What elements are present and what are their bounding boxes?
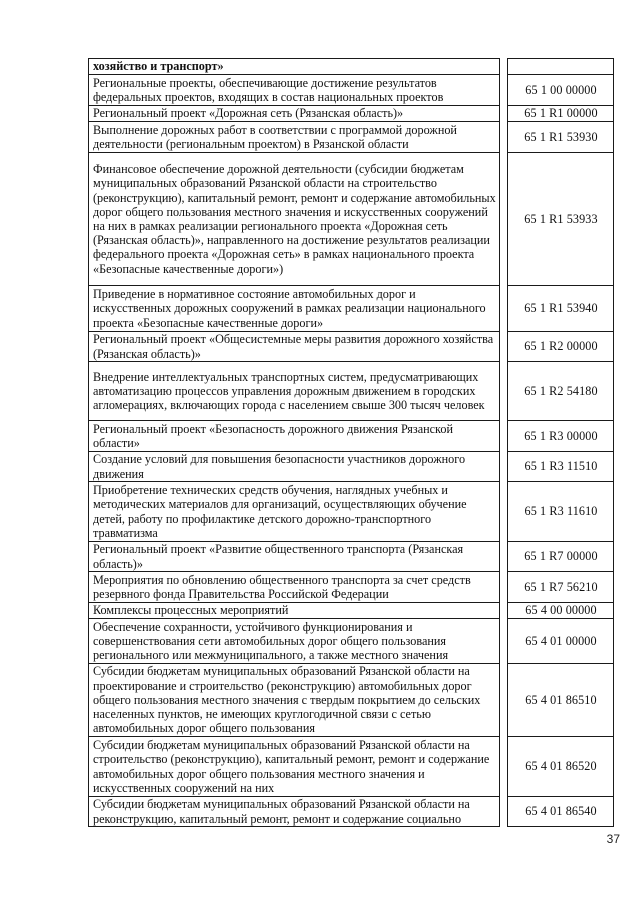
table-row [89, 153, 614, 286]
column-gap [500, 122, 508, 153]
table-row [89, 286, 614, 332]
column-gap [500, 332, 508, 362]
table-row [89, 122, 614, 153]
row-code: 65 1 R1 53930 [508, 122, 614, 153]
column-gap [500, 421, 508, 452]
column-gap [500, 452, 508, 482]
row-code: 65 1 R3 00000 [508, 421, 614, 452]
row-description: Мероприятия по обновлению общественного транспорта за счет средств резервного фонда Правительства Российской Федерации [89, 572, 500, 603]
column-gap [500, 106, 508, 122]
column-gap [500, 153, 508, 286]
column-gap [500, 603, 508, 619]
row-code: 65 1 R7 00000 [508, 542, 614, 572]
heading-text: хозяйство и транспорт» [89, 59, 500, 75]
row-description: Региональные проекты, обеспечивающие достижение результатов федеральных проектов, входящих в состав национальных проектов [89, 75, 500, 106]
row-code: 65 4 01 86520 [508, 737, 614, 797]
row-description: Региональный проект «Общесистемные меры развития дорожного хозяйства (Рязанская область)» [89, 332, 500, 362]
row-description: Создание условий для повышения безопасности участников дорожного движения [89, 452, 500, 482]
row-code: 65 1 R7 56210 [508, 572, 614, 603]
table-row [89, 75, 614, 106]
table-row [89, 797, 614, 827]
table-row [89, 421, 614, 452]
row-code: 65 1 R1 53933 [508, 153, 614, 286]
column-gap [500, 664, 508, 737]
table-body [89, 59, 614, 827]
row-code: 65 4 01 00000 [508, 619, 614, 664]
table-row [89, 542, 614, 572]
row-code: 65 1 R1 00000 [508, 106, 614, 122]
table-row [89, 452, 614, 482]
budget-classification-table [88, 58, 614, 827]
table-row [89, 332, 614, 362]
column-gap [500, 59, 508, 75]
column-gap [500, 737, 508, 797]
table-row [89, 603, 614, 619]
column-gap [500, 542, 508, 572]
column-gap [500, 797, 508, 827]
row-code: 65 4 00 00000 [508, 603, 614, 619]
row-code: 65 1 R3 11510 [508, 452, 614, 482]
row-description: Внедрение интеллектуальных транспортных систем, предусматривающих автоматизацию процессов управления дорожным движением в городских агломерациях, включающих города с населением свыше 300 тысяч человек [89, 362, 500, 421]
row-description: Региональный проект «Дорожная сеть (Рязанская область)» [89, 106, 500, 122]
row-description: Приведение в нормативное состояние автомобильных дорог и искусственных дорожных сооружений в рамках реализации национального проекта «Безопасные качественные дороги» [89, 286, 500, 332]
row-description: Обеспечение сохранности, устойчивого функционирования и совершенствования сети автомобильных дорог общего пользования регионального или межмуниципального, а также местного значения [89, 619, 500, 664]
column-gap [500, 619, 508, 664]
table-row [89, 106, 614, 122]
row-code: 65 1 R1 53940 [508, 286, 614, 332]
row-description: Приобретение технических средств обучения, наглядных учебных и методических материалов для организаций, осуществляющих обучение детей, работу по профилактике детского дорожно-транспортного травматизма [89, 482, 500, 542]
row-code: 65 1 R2 54180 [508, 362, 614, 421]
table-row [89, 737, 614, 797]
table-heading-row [89, 59, 614, 75]
row-code: 65 4 01 86510 [508, 664, 614, 737]
row-description: Региональный проект «Развитие общественного транспорта (Рязанская область)» [89, 542, 500, 572]
row-description: Региональный проект «Безопасность дорожного движения Рязанской области» [89, 421, 500, 452]
table-row [89, 619, 614, 664]
row-code: 65 1 00 00000 [508, 75, 614, 106]
row-description: Субсидии бюджетам муниципальных образований Рязанской области на реконструкцию, капитальный ремонт, ремонт и содержание социально [89, 797, 500, 827]
column-gap [500, 362, 508, 421]
table-row [89, 664, 614, 737]
row-code: 65 4 01 86540 [508, 797, 614, 827]
column-gap [500, 286, 508, 332]
table-row [89, 482, 614, 542]
row-description: Субсидии бюджетам муниципальных образований Рязанской области на строительство (реконструкцию), капитальный ремонт, ремонт и содержание автомобильных дорог общего пользования местного значения и искусственных сооружений на них [89, 737, 500, 797]
table-row [89, 362, 614, 421]
column-gap [500, 572, 508, 603]
table-row [89, 572, 614, 603]
row-description: Выполнение дорожных работ в соответствии с программой дорожной деятельности (региональным проектом) в Рязанской области [89, 122, 500, 153]
row-description: Финансовое обеспечение дорожной деятельности (субсидии бюджетам муниципальных образований Рязанской области на строительство (реконструкцию), капитальный ремонт, ремонт и содержание автомобильных дорог общего пользования местного значения и искусственных сооружений на них в рамках реализации регионального проекта «Дорожная сеть (Рязанская область)», направленного на достижение результатов реализации федерального проекта «Дорожная сеть» в рамках национального проекта «Безопасные качественные дороги») [89, 153, 500, 286]
column-gap [500, 75, 508, 106]
row-description: Комплексы процессных мероприятий [89, 603, 500, 619]
row-description: Субсидии бюджетам муниципальных образований Рязанской области на проектирование и строительство (реконструкцию) автомобильных дорог общего пользования местного значения с твердым покрытием до сельских населенных пунктов, не имеющих круглогодичной связи с сетью автомобильных дорог общего пользования [89, 664, 500, 737]
heading-code-cell [508, 59, 614, 75]
column-gap [500, 482, 508, 542]
row-code: 65 1 R3 11610 [508, 482, 614, 542]
row-code: 65 1 R2 00000 [508, 332, 614, 362]
page-number: 37 [606, 832, 620, 846]
